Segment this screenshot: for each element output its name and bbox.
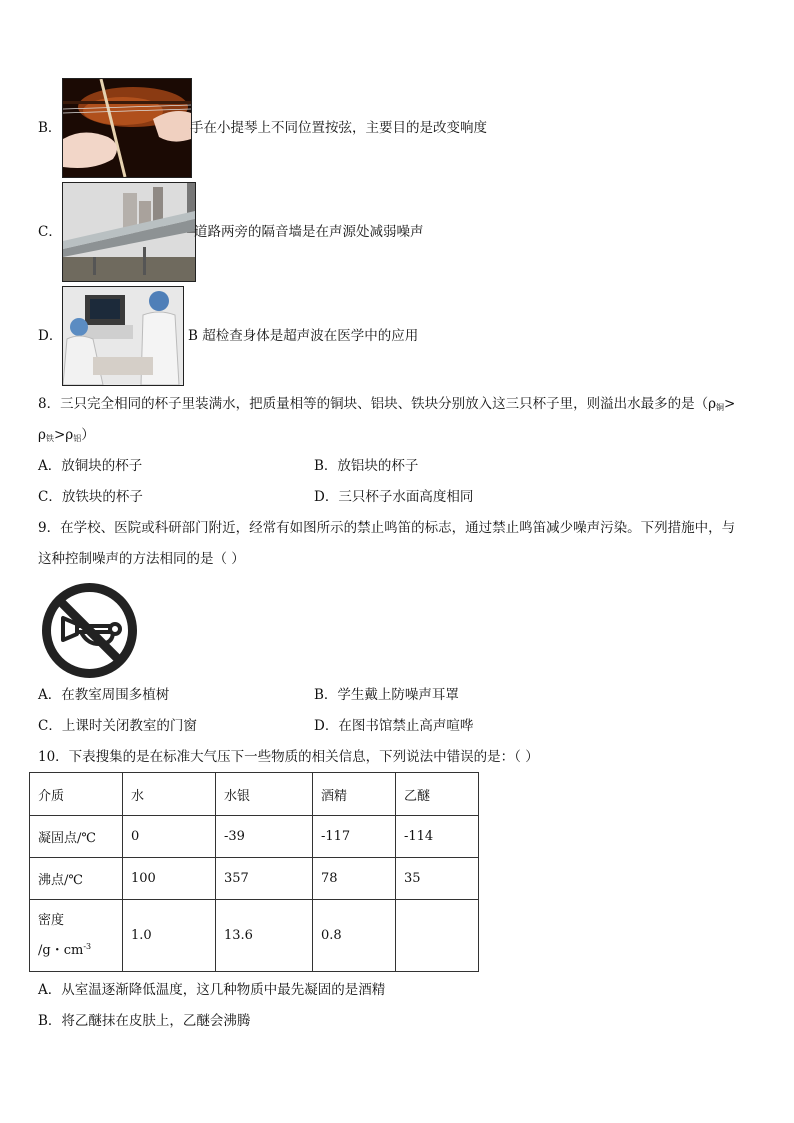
q8-option-a: A．放铜块的杯子	[38, 458, 143, 474]
q8-line2	[38, 425, 95, 449]
q8-sub-copper: 铜	[716, 403, 725, 412]
q8-option-b: B．放铝块的杯子	[314, 458, 419, 474]
q9-option-b: B．学生戴上防噪声耳罩	[314, 687, 459, 703]
option-b-letter: B．	[38, 120, 62, 136]
density-label-cell	[30, 900, 123, 972]
q10-question: 10．下表搜集的是在标准大气压下一些物质的相关信息，下列说法中错误的是：（ ）	[38, 749, 539, 765]
no-honking-sign-icon	[41, 582, 138, 679]
table-cell: 1.0	[123, 900, 216, 972]
q8-option-d: D．三只杯子水面高度相同	[314, 489, 474, 505]
q9-option-a: A．在教室周围多植树	[38, 687, 170, 703]
table-header-row	[30, 773, 479, 816]
table-cell: 0	[123, 816, 216, 858]
table-cell: -114	[396, 816, 479, 858]
density-unit: /g・cm	[38, 942, 84, 958]
q10-option-b: B．将乙醚抹在皮肤上，乙醚会沸腾	[38, 1013, 251, 1029]
q8-rho-aluminum: ρ	[65, 427, 74, 443]
table-header-cell: 水	[123, 773, 216, 816]
violin-photo	[62, 78, 192, 178]
table-row-density	[30, 900, 479, 972]
table-cell: 13.6	[216, 900, 313, 972]
density-label: 密度	[38, 912, 65, 928]
q8-sub-iron: 铁	[45, 434, 54, 443]
table-row	[30, 816, 479, 858]
q9-option-d: D．在图书馆禁止高声喧哗	[314, 718, 474, 734]
q8-gt-2: >	[53, 427, 66, 443]
q8-close: ）	[81, 427, 95, 443]
option-b-text: 手在小提琴上不同位置按弦，主要目的是改变响度	[190, 120, 487, 136]
q8-text: 8．三只完全相同的杯子里装满水，把质量相等的铜块、铝块、铁块分别放入这三只杯子里，则溢出水最多的是（ρ	[38, 396, 717, 412]
q9-line2: 这种控制噪声的方法相同的是（ ）	[38, 551, 245, 567]
density-unit-sup: -3	[83, 941, 92, 951]
ultrasound-photo	[62, 286, 184, 386]
q9-option-c: C．上课时关闭教室的门窗	[38, 718, 197, 734]
table-cell: 357	[216, 858, 313, 900]
option-d-text: B 超检查身体是超声波在医学中的应用	[188, 328, 419, 344]
q8-sub-aluminum: 铝	[73, 434, 82, 443]
table-cell: 35	[396, 858, 479, 900]
table-header-cell: 酒精	[313, 773, 396, 816]
table-cell: 凝固点/℃	[30, 816, 123, 858]
table-cell: 沸点/℃	[30, 858, 123, 900]
table-row	[30, 858, 479, 900]
table-cell: 0.8	[313, 900, 396, 972]
properties-table	[29, 772, 479, 972]
q8-option-c: C．放铁块的杯子	[38, 489, 143, 505]
table-cell: 78	[313, 858, 396, 900]
noise-barrier-photo	[62, 182, 196, 282]
table-cell: -39	[216, 816, 313, 858]
table-header-cell: 水银	[216, 773, 313, 816]
option-c-text: 道路两旁的隔音墙是在声源处减弱噪声	[194, 224, 424, 240]
table-header-cell: 乙醚	[396, 773, 479, 816]
option-d-letter: D．	[38, 328, 63, 344]
q8-rho-iron: ρ	[38, 427, 46, 443]
q8-gt-1: >	[724, 396, 736, 412]
option-c-letter: C．	[38, 224, 62, 240]
table-cell	[396, 900, 479, 972]
q8-line1	[38, 394, 735, 418]
table-cell: 100	[123, 858, 216, 900]
q10-option-a: A．从室温逐渐降低温度，这几种物质中最先凝固的是酒精	[38, 982, 386, 998]
q9-line1: 9．在学校、医院或科研部门附近，经常有如图所示的禁止鸣笛的标志，通过禁止鸣笛减少噪声污染。下列措施中，与	[38, 520, 736, 536]
table-cell: -117	[313, 816, 396, 858]
density-unit-line	[38, 934, 122, 964]
table-header-cell: 介质	[30, 773, 123, 816]
